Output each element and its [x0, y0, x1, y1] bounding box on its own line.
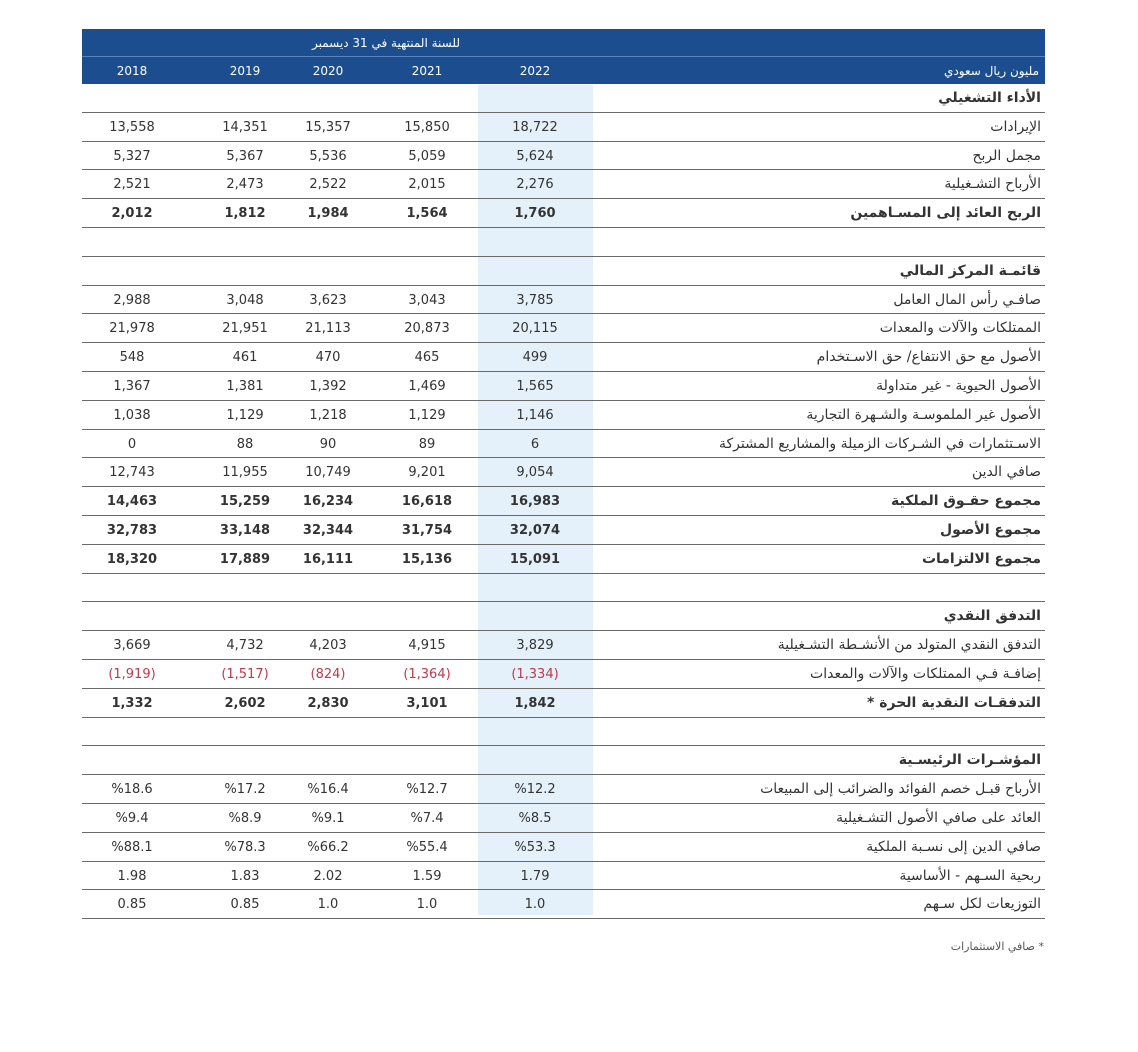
period-label: للسنة المنتهية في 31 ديسمبر: [312, 36, 460, 50]
cell-2022: (1,334): [511, 666, 559, 682]
cell-2020: 90: [319, 436, 337, 452]
table-row: [82, 487, 1045, 516]
cell-2019: 1,381: [226, 378, 264, 394]
cell-2021: %55.4: [406, 839, 448, 855]
cell-2018: 548: [119, 350, 145, 366]
cell-2019: 2,602: [224, 695, 266, 711]
cell-2020: 5,536: [309, 148, 347, 164]
cell-2019: (1,517): [221, 666, 269, 682]
year-2018: 2018: [116, 64, 148, 78]
table-row: [82, 372, 1045, 401]
cell-2018: 3,669: [113, 638, 151, 654]
cell-2022: 5,624: [516, 148, 554, 164]
row-label: العائد على صافي الأصول التشـغيلية: [836, 809, 1041, 826]
row-label: قائمـة المركز المالي: [899, 262, 1041, 279]
cell-2021: 1,564: [406, 206, 448, 222]
cell-2022: 2,276: [516, 177, 554, 193]
cell-2019: 11,955: [222, 465, 268, 481]
cell-2022: 9,054: [516, 465, 554, 481]
row-label: الأرباح التشـغيلية: [944, 176, 1041, 193]
table-row: [82, 343, 1045, 372]
cell-2020: 1,984: [307, 206, 349, 222]
cell-2019: 4,732: [226, 638, 264, 654]
header-years-row: [82, 57, 1045, 84]
table-row: [82, 631, 1045, 660]
cell-2018: %9.4: [115, 810, 149, 826]
cell-2020: %16.4: [307, 782, 349, 798]
row-label: الإيرادات: [990, 118, 1041, 135]
cell-2021: 31,754: [401, 522, 453, 538]
cell-2019: 1,812: [224, 206, 266, 222]
row-label: إضافـة فـي الممتلكات والآلات والمعدات: [810, 665, 1041, 682]
cell-2021: (1,364): [403, 666, 451, 682]
cell-2018: 1.98: [117, 868, 147, 884]
cell-2022: 16,983: [509, 494, 561, 510]
cell-2020: 2.02: [313, 868, 343, 884]
cell-2018: 1,038: [113, 407, 151, 423]
cell-2021: 1,129: [408, 407, 446, 423]
cell-2022: 1.79: [520, 868, 550, 884]
table-row: [82, 257, 1045, 286]
cell-2019: 1.83: [230, 868, 260, 884]
cell-2020: 21,113: [305, 321, 351, 337]
table-row: [82, 84, 1045, 113]
cell-2020: 470: [315, 350, 341, 366]
table-row: [82, 286, 1045, 315]
cell-2019: 14,351: [222, 119, 268, 135]
table-row: [82, 401, 1045, 430]
cell-2022: 1,146: [516, 407, 554, 423]
cell-2019: 33,148: [219, 522, 271, 538]
row-label: مجموع الالتزامات: [921, 550, 1041, 567]
cell-2020: 4,203: [309, 638, 347, 654]
cell-2021: 15,850: [404, 119, 450, 135]
cell-2018: 12,743: [109, 465, 155, 481]
cell-2018: %18.6: [111, 782, 153, 798]
row-label: صافي الدين إلى نسـبة الملكية: [866, 838, 1041, 855]
table-row: [82, 199, 1045, 228]
table-row: [82, 833, 1045, 862]
table-row: [82, 516, 1045, 545]
cell-2019: 461: [232, 350, 258, 366]
row-label: صافـي رأس المال العامل: [893, 291, 1041, 308]
table-body: [82, 84, 1045, 919]
cell-2018: 21,978: [109, 321, 155, 337]
row-label: التدفقـات النقدية الحرة *: [867, 694, 1041, 711]
cell-2019: %17.2: [224, 782, 266, 798]
cell-2021: 5,059: [408, 148, 446, 164]
cell-2022: 3,785: [516, 292, 554, 308]
table-row: [82, 228, 1045, 257]
table-row: [82, 862, 1045, 891]
table-row: [82, 113, 1045, 142]
cell-2022: 1,842: [514, 695, 556, 711]
cell-2021: 3,043: [408, 292, 446, 308]
table-row: [82, 689, 1045, 718]
unit-label: مليون ريال سعودي: [944, 64, 1039, 78]
cell-2022: 15,091: [509, 551, 561, 567]
cell-2021: 1.0: [416, 897, 438, 913]
cell-2019: 0.85: [230, 897, 260, 913]
cell-2022: 1.0: [524, 897, 546, 913]
year-2019: 2019: [229, 64, 261, 78]
row-label: مجمل الربح: [972, 147, 1041, 164]
row-label: الممتلكات والآلات والمعدات: [879, 320, 1041, 337]
header-period-row: [82, 29, 1045, 57]
cell-2022: %8.5: [518, 810, 552, 826]
cell-2021: 465: [414, 350, 440, 366]
table-row: [82, 574, 1045, 603]
row-label: الربح العائد إلى المسـاهمين: [850, 205, 1041, 222]
footnote: * صافي الاستثمارات: [950, 940, 1044, 953]
row-label: الأصول الحيوية - غير متداولة: [876, 377, 1041, 394]
table-row: [82, 804, 1045, 833]
cell-2020: 16,234: [302, 494, 354, 510]
cell-2020: %9.1: [311, 810, 345, 826]
cell-2020: 16,111: [302, 551, 354, 567]
cell-2022: %12.2: [514, 782, 556, 798]
cell-2021: 9,201: [408, 465, 446, 481]
cell-2018: 5,327: [113, 148, 151, 164]
row-label: مجموع حقـوق الملكية: [891, 493, 1041, 510]
table-row: [82, 458, 1045, 487]
table-row: [82, 775, 1045, 804]
cell-2018: 1,332: [111, 695, 153, 711]
cell-2020: 2,522: [309, 177, 347, 193]
year-2020: 2020: [312, 64, 344, 78]
row-label: التوزيعات لكل سـهم: [923, 896, 1041, 913]
cell-2018: 2,988: [113, 292, 151, 308]
table-row: [82, 890, 1045, 919]
cell-2020: 32,344: [302, 522, 354, 538]
cell-2021: 16,618: [401, 494, 453, 510]
cell-2018: 0.85: [117, 897, 147, 913]
cell-2022: 3,829: [516, 638, 554, 654]
row-label: ربحية السـهم - الأساسية: [899, 867, 1041, 884]
cell-2020: 1.0: [317, 897, 339, 913]
financial-summary-table: [82, 29, 1045, 919]
cell-2019: 17,889: [219, 551, 271, 567]
cell-2018: 18,320: [106, 551, 158, 567]
row-label: صافي الدين: [971, 464, 1041, 481]
cell-2018: 2,012: [111, 206, 153, 222]
table-row: [82, 314, 1045, 343]
table-row: [82, 718, 1045, 747]
cell-2021: 4,915: [408, 638, 446, 654]
cell-2020: 2,830: [307, 695, 349, 711]
cell-2021: %7.4: [410, 810, 444, 826]
cell-2020: 10,749: [305, 465, 351, 481]
cell-2019: 1,129: [226, 407, 264, 423]
row-label: التدفق النقدي: [943, 608, 1041, 625]
cell-2019: %78.3: [224, 839, 266, 855]
table-row: [82, 545, 1045, 574]
cell-2022: 1,565: [516, 378, 554, 394]
cell-2020: 15,357: [305, 119, 351, 135]
cell-2022: %53.3: [514, 839, 556, 855]
row-label: المؤشـرات الرئيسـية: [898, 752, 1041, 769]
cell-2020: 1,392: [309, 378, 347, 394]
table-row: [82, 746, 1045, 775]
table-row: [82, 430, 1045, 459]
cell-2018: %88.1: [111, 839, 153, 855]
table-row: [82, 170, 1045, 199]
cell-2020: 1,218: [309, 407, 347, 423]
cell-2022: 32,074: [509, 522, 561, 538]
table-row: [82, 142, 1045, 171]
cell-2019: 3,048: [226, 292, 264, 308]
year-2022: 2022: [519, 64, 551, 78]
table-row: [82, 660, 1045, 689]
cell-2021: %12.7: [406, 782, 448, 798]
cell-2018: 1,367: [113, 378, 151, 394]
cell-2019: 21,951: [222, 321, 268, 337]
cell-2019: %8.9: [228, 810, 262, 826]
cell-2022: 499: [522, 350, 548, 366]
cell-2020: (824): [310, 666, 346, 682]
cell-2022: 1,760: [514, 206, 556, 222]
cell-2018: 0: [127, 436, 137, 452]
cell-2018: 14,463: [106, 494, 158, 510]
cell-2019: 5,367: [226, 148, 264, 164]
cell-2021: 1,469: [408, 378, 446, 394]
row-label: الأصول غير الملموسـة والشـهرة التجارية: [806, 406, 1041, 423]
year-2021: 2021: [411, 64, 443, 78]
table-row: [82, 602, 1045, 631]
cell-2018: (1,919): [108, 666, 156, 682]
cell-2021: 15,136: [401, 551, 453, 567]
cell-2021: 20,873: [404, 321, 450, 337]
row-label: الأداء التشغيلي: [938, 90, 1041, 106]
cell-2021: 3,101: [406, 695, 448, 711]
cell-2020: %66.2: [307, 839, 349, 855]
cell-2022: 18,722: [512, 119, 558, 135]
row-label: الأرباح قبـل خصم الفوائد والضرائب إلى المبيعات: [760, 781, 1041, 798]
row-label: مجموع الأصول: [939, 521, 1041, 538]
cell-2021: 2,015: [408, 177, 446, 193]
cell-2020: 3,623: [309, 292, 347, 308]
row-label: الأصول مع حق الانتفاع/ حق الاسـتخدام: [816, 349, 1041, 366]
cell-2019: 15,259: [219, 494, 271, 510]
cell-2022: 6: [530, 436, 540, 452]
cell-2022: 20,115: [512, 321, 558, 337]
row-label: التدفق النقدي المتولد من الأنشـطة التشـغيلية: [777, 637, 1041, 654]
cell-2018: 32,783: [106, 522, 158, 538]
cell-2021: 89: [418, 436, 436, 452]
cell-2019: 2,473: [226, 177, 264, 193]
cell-2018: 13,558: [109, 119, 155, 135]
cell-2021: 1.59: [412, 868, 442, 884]
cell-2018: 2,521: [113, 177, 151, 193]
row-label: الاسـتثمارات في الشـركات الزميلة والمشاريع المشتركة: [718, 435, 1041, 452]
cell-2019: 88: [236, 436, 254, 452]
